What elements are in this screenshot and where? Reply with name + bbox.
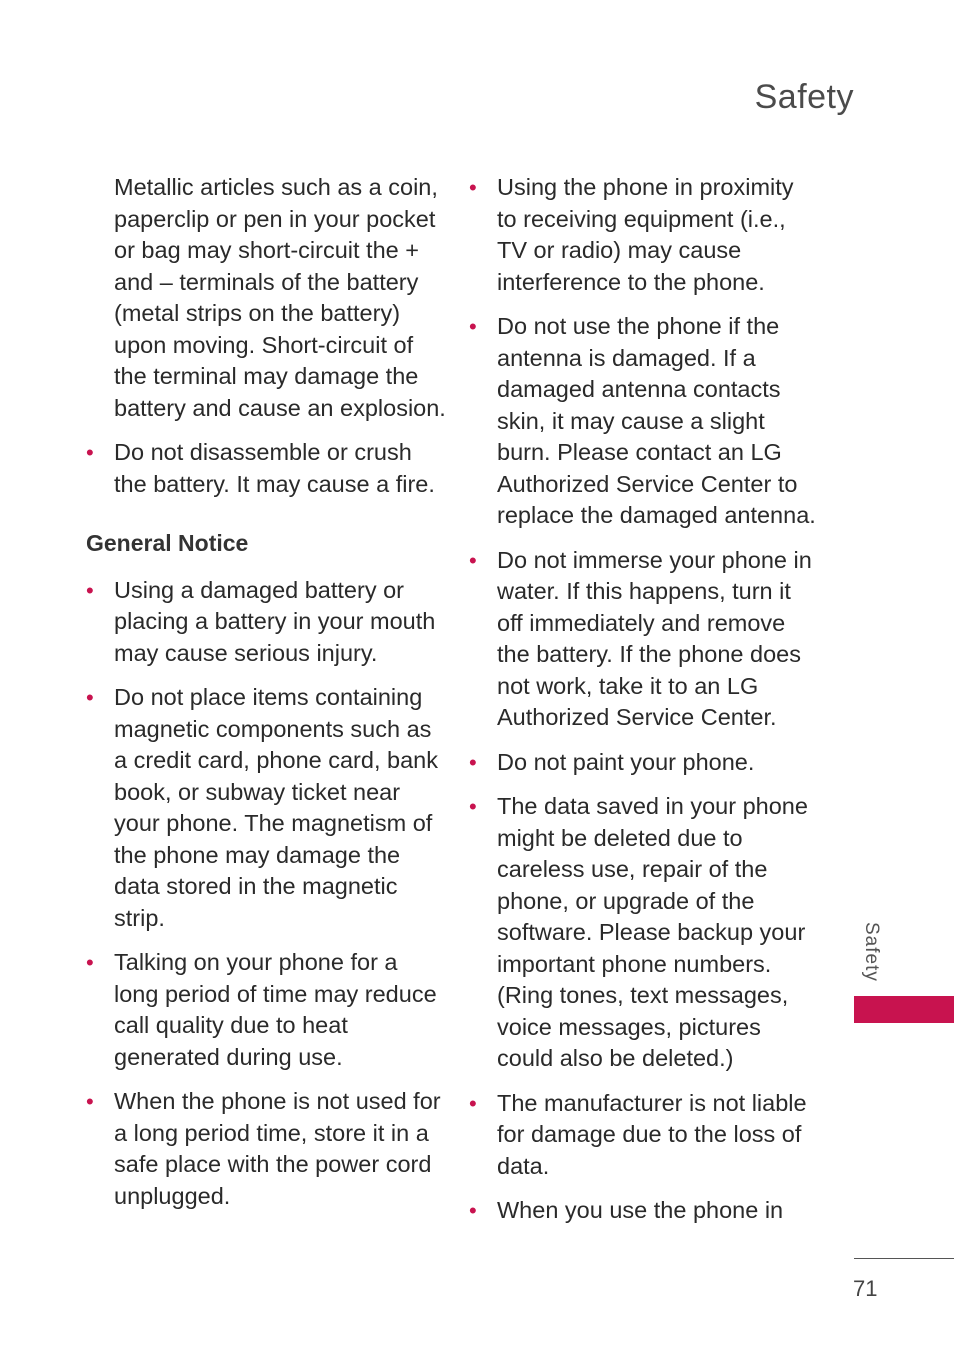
footer-divider [854,1258,954,1259]
section-heading: General Notice [86,530,249,556]
bullet-icon: • [86,1089,94,1114]
list-item-text: Using the phone in proximity to receiving equipment (i.e., TV or radio) may cause interference to the phone. [497,174,794,295]
page-title: Safety [754,78,854,116]
list-item-text: When you use the phone in [497,1197,784,1223]
bullet-icon: • [86,577,94,603]
bullet-icon: • [469,749,477,775]
intro-paragraph: Metallic articles such as a coin, paperclip or pen in your pocket or bag may short-circuit the + and – terminals of the battery (metal strips on the battery) upon moving. Short-circuit of the terminal may damage the battery and cause an explosion. [114,174,446,421]
bullet-icon: • [469,1090,477,1116]
page-number: 71 [853,1276,878,1301]
bullet-icon: • [469,314,477,339]
list-item [469,311,819,532]
list-item [86,575,446,670]
list-item-text: Do not use the phone if the antenna is damaged. If a damaged antenna contacts skin, it may cause a slight burn. Please contact an LG Authorized Service Center to replace the damaged antenna. [497,313,816,528]
list-item [469,545,819,734]
list-item-text: When the phone is not used for a long period time, store it in a safe place with the power cord unplugged. [114,1088,441,1209]
bullet-icon: • [469,175,477,200]
side-tab-marker [854,996,954,1023]
right-column [469,172,819,1240]
left-column [86,172,446,1225]
list-item [86,682,446,934]
list-item-text: The data saved in your phone might be deleted due to careless use, repair of the phone, or upgrade of the software. Please backup your important phone numbers. (Ring tones, text messages, voice messages, pictures could also be deleted.) [497,793,808,1071]
list-item-text: Talking on your phone for a long period of time may reduce call quality due to heat generated during use. [114,949,437,1070]
list-item [469,1195,819,1227]
list-item-text: Do not immerse your phone in water. If this happens, turn it off immediately and remove the battery. If the phone does not work, take it to an LG Authorized Service Center. [497,546,812,730]
bullet-icon: • [86,685,94,710]
bullet-icon: • [469,1198,477,1223]
list-item [469,172,819,298]
list-item [469,747,819,779]
list-item [86,1086,446,1212]
list-item-text: Do not place items containing magnetic components such as a credit card, phone card, bank book, or subway ticket near your phone. The magnetism of the phone may damage the data stored in the magnetic strip. [114,684,438,931]
bullet-icon: • [86,440,94,465]
list-item [469,791,819,1075]
list-item [469,1088,819,1183]
side-tab-label: Safety [861,922,882,982]
list-item-text: Do not disassemble or crush the battery. It may cause a fire. [114,439,435,497]
list-item-text: The manufacturer is not liable for damage due to the loss of data. [497,1089,807,1179]
bullet-icon: • [86,950,94,975]
list-item-text: Using a damaged battery or placing a battery in your mouth may cause serious injury. [114,576,436,666]
bullet-icon: • [469,547,477,573]
bullet-icon: • [469,794,477,819]
list-item [86,947,446,1073]
list-item [86,437,446,500]
list-item-text: Do not paint your phone. [497,748,755,775]
